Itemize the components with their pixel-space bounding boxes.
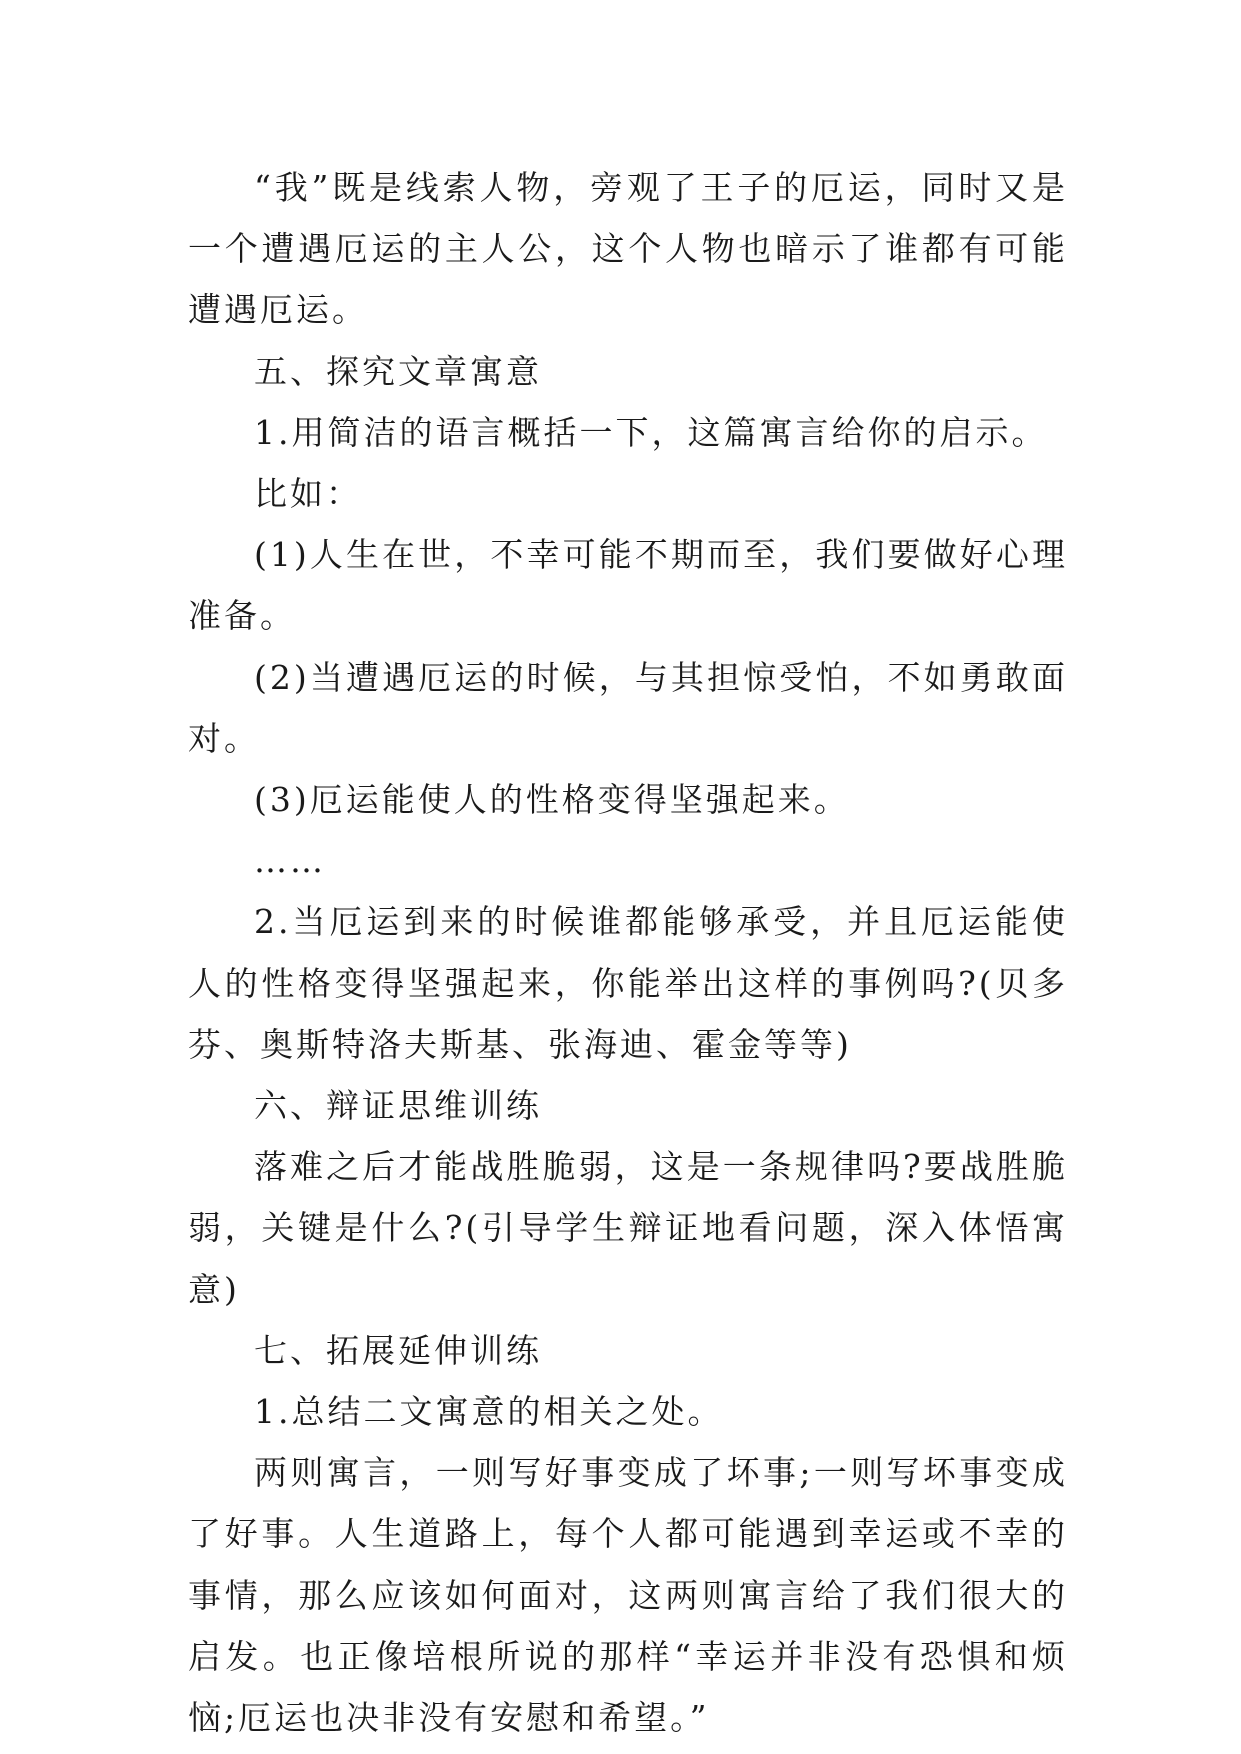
example-item-3: (3)厄运能使人的性格变得坚强起来。 xyxy=(254,780,850,820)
extension-task-1: 1.总结二文寓意的相关之处。 xyxy=(254,1392,724,1432)
paragraph-protagonist-analysis: “我”既是线索人物，旁观了王子的厄运，同时又是一个遭遇厄运的主人公，这个人物也暗示了谁都有可能遭遇厄运。 xyxy=(188,168,1068,330)
conclusion-paragraph: 两则寓言，一则写好事变成了坏事;一则写坏事变成了好事。人生道路上，每个人都可能遇到幸运或不幸的事情，那么应该如何面对，这两则寓言给了我们很大的启发。也正像培根所说的那样“幸运并非没有恐惧和烦恼;厄运也决非没有安慰和希望。” xyxy=(188,1453,1068,1738)
ellipsis: …… xyxy=(254,841,326,881)
example-item-1: (1)人生在世，不幸可能不期而至，我们要做好心理准备。 xyxy=(188,535,1068,636)
document-body xyxy=(188,157,1068,1748)
dialectic-question: 落难之后才能战胜脆弱，这是一条规律吗?要战胜脆弱，关键是什么?(引导学生辩证地看问题，深入体悟寓意) xyxy=(188,1147,1068,1309)
question-2: 2.当厄运到来的时候谁都能够承受，并且厄运能使人的性格变得坚强起来，你能举出这样的事例吗?(贝多芬、奥斯特洛夫斯基、张海迪、霍金等等) xyxy=(188,902,1068,1064)
section-heading-5: 五、探究文章寓意 xyxy=(254,351,542,391)
section-heading-6: 六、辩证思维训练 xyxy=(254,1086,542,1126)
example-item-2: (2)当遭遇厄运的时候，与其担惊受怕，不如勇敢面对。 xyxy=(188,657,1068,758)
section-heading-7: 七、拓展延伸训练 xyxy=(254,1330,542,1370)
question-1: 1.用简洁的语言概括一下，这篇寓言给你的启示。 xyxy=(254,412,1048,452)
example-intro: 比如： xyxy=(254,474,362,514)
